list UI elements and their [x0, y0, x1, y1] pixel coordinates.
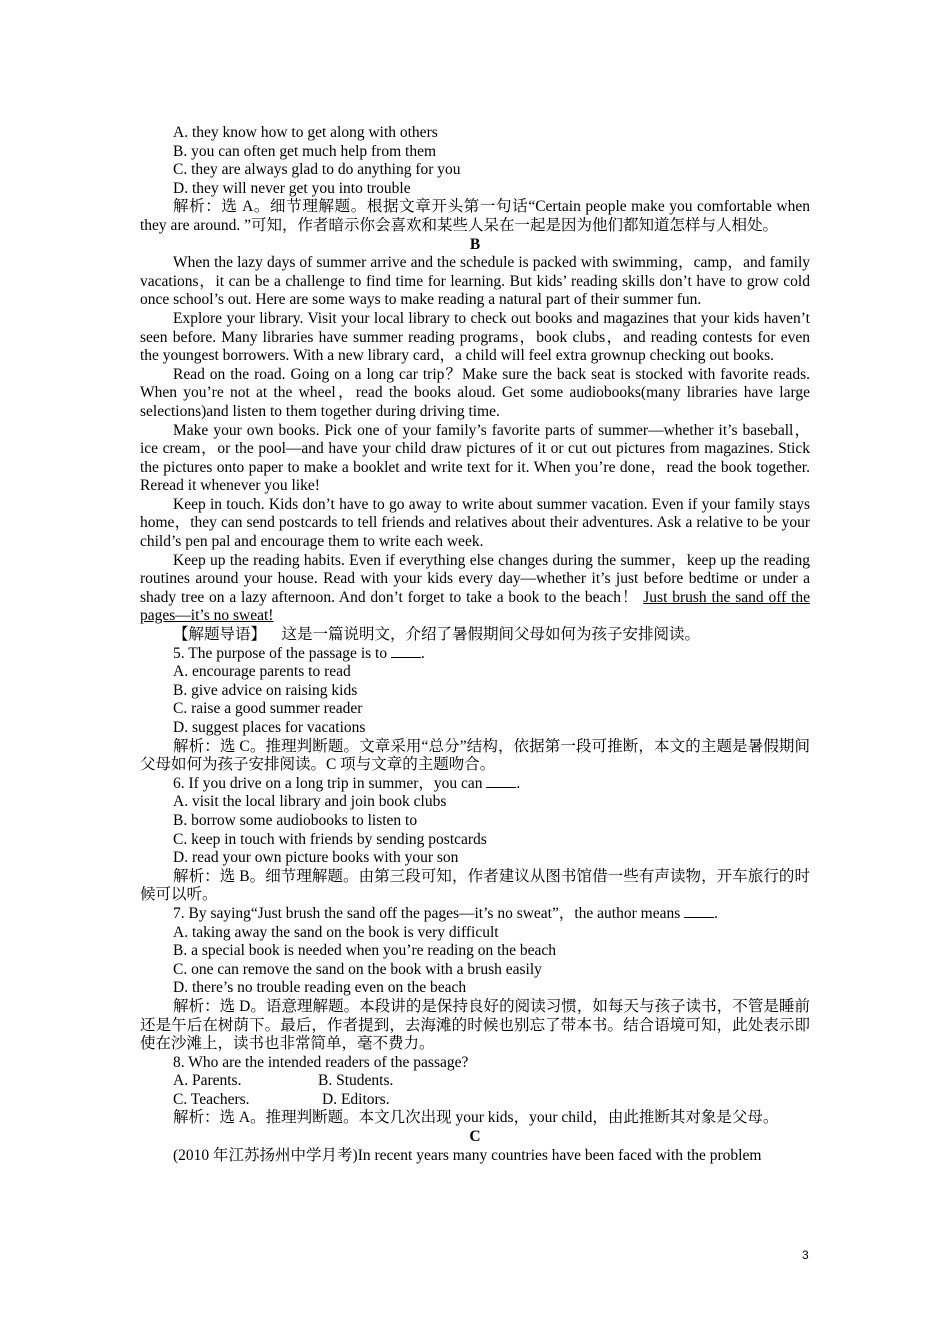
passage-b-paragraph-4: Make your own books. Pick one of your family’s favorite parts of summer—whether it’s baseball，ice cream，or the pool—and have your child draw pictures of it or cut out pictures from magazines. Stick the pictures onto paper to make a booklet and write text for it. When you’re done，read the book together. Reread it whenever you like! — [140, 421, 810, 495]
q8-stem: 8. Who are the intended readers of the passage? — [173, 1053, 469, 1071]
q6-analysis: 解析：选 B。细节理解题。由第三段可知，作者建议从图书馆借一些有声读物，开车旅行的时候可以听。 — [140, 867, 810, 904]
q6-option-c: C. keep in touch with friends by sending postcards — [173, 830, 487, 848]
passage-b-paragraph-2: Explore your library. Visit your local library to check out books and magazines that your kids haven’t seen before. Many libraries have summer reading programs，book clubs，and reading contests for even the youngest borrowers. With a new library card，a child will feel extra grownup checking out books. — [140, 309, 810, 365]
q4-option-a: A. they know how to get along with others — [173, 124, 438, 141]
q4-analysis: 解析：选 A。细节理解题。根据文章开头第一句话“Certain people make you comfortable when they are around. ”可知，作者暗示你会喜欢和某些人呆在一起是因为他们都知道怎样与人相处。 — [140, 198, 810, 234]
q8-options-row-1 — [140, 1072, 810, 1091]
section-c-heading: C — [469, 1128, 481, 1146]
q6-option-b: B. borrow some audiobooks to listen to — [173, 811, 418, 829]
underlined-sentence: Just brush the sand off the pages—it’s no sweat! — [140, 588, 810, 625]
passage-b-paragraph-5: Keep in touch. Kids don’t have to go away to write about summer vacation. Even if your family stays home，they can send postcards to tell friends and relatives about their adventures. Ask a relative to be your child’s pen pal and encourage them to write each week. — [140, 495, 810, 551]
q5-stem — [140, 645, 810, 664]
page-number: 3 — [802, 1248, 809, 1262]
section-c-first-line: (2010 年江苏扬州中学月考)In recent years many countries have been faced with the problem — [173, 1146, 762, 1164]
q6-stem — [140, 775, 810, 794]
q6-stem-text: 6. If you drive on a long trip in summer，you can — [173, 774, 483, 792]
q7-analysis: 解析：选 D。语意理解题。本段讲的是保持良好的阅读习惯，如每天与孩子读书，不管是睡前还是午后在树荫下。最后，作者提到，去海滩的时候也别忘了带本书。结合语境可知，此处表示即使在沙滩上，读书也非常简单，毫不费力。 — [140, 997, 810, 1053]
q7-answer-blank — [684, 905, 714, 918]
q8-option-c: C. Teachers. — [173, 1090, 250, 1108]
q7-stem-end: . — [714, 904, 718, 922]
q7-stem — [140, 905, 810, 924]
passage-b-paragraph-3: Read on the road. Going on a long car trip？Make sure the back seat is stocked with favorite reads. When you’re not at the wheel，read the books aloud. Get some audiobooks(many libraries have large selections)and listen to them together during driving time. — [140, 365, 810, 420]
q6-option-d: D. read your own picture books with your son — [173, 849, 459, 867]
passage-b-paragraph-6-text: Keep up the reading habits. Even if everything else changes during the summer，keep up the reading routines around your house. Read with your kids every day—whether it’s just before bedtime or under a shady tree on a lazy afternoon. And don’t forget to take a book to the beach！ — [140, 551, 810, 606]
q7-option-d: D. there’s no trouble reading even on the beach — [173, 979, 467, 997]
q7-option-b: B. a special book is needed when you’re reading on the beach — [173, 942, 557, 960]
q7-stem-text: 7. By saying“Just brush the sand off the pages—it’s no sweat”，the author means — [173, 904, 681, 922]
q8-option-a: A. Parents. — [173, 1072, 242, 1090]
section-b-heading: B — [469, 235, 481, 253]
q7-option-a: A. taking away the sand on the book is very difficult — [173, 923, 499, 941]
q6-stem-end: . — [516, 774, 521, 792]
q5-answer-blank — [391, 645, 421, 658]
q6-option-a: A. visit the local library and join book clubs — [173, 793, 447, 811]
q5-option-a: A. encourage parents to read — [173, 663, 351, 681]
q5-analysis: 解析：选 C。推理判断题。文章采用“总分”结构，依据第一段可推断，本文的主题是暑假期间父母如何为孩子安排阅读。C 项与文章的主题吻合。 — [140, 737, 810, 774]
q5-stem-end: . — [420, 644, 425, 662]
guide-text: 这是一篇说明文，介绍了暑假期间父母如何为孩子安排阅读。 — [281, 626, 701, 644]
q8-options-row-2 — [140, 1091, 810, 1110]
q8-option-b: B. Students. — [318, 1072, 394, 1090]
q5-option-c: C. raise a good summer reader — [173, 700, 363, 718]
q6-answer-blank — [486, 775, 516, 788]
q5-option-b: B. give advice on raising kids — [173, 681, 358, 699]
q5-stem-text: 5. The purpose of the passage is to — [173, 644, 388, 662]
q8-option-d: D. Editors. — [322, 1090, 390, 1108]
passage-b-paragraph-6 — [140, 552, 810, 626]
guide-label: 【解题导语】 — [173, 626, 267, 644]
q4-option-d: D. they will never get you into trouble — [173, 179, 411, 197]
passage-b-paragraph-1: When the lazy days of summer arrive and the schedule is packed with swimming，camp，and family vacations，it can be a challenge to find time for learning. But kids’ reading skills don’t have to grow cold once school’s out. Here are some ways to make reading a natural part of their summer fun. — [140, 254, 810, 309]
q8-analysis: 解析：选 A。推理判断题。本文几次出现 your kids，your child，由此推断其对象是父母。 — [173, 1109, 779, 1127]
page-content — [140, 124, 810, 1165]
q7-option-c: C. one can remove the sand on the book with a brush easily — [173, 960, 542, 978]
q5-option-d: D. suggest places for vacations — [173, 719, 366, 736]
q4-option-b: B. you can often get much help from them — [173, 142, 437, 160]
guide-line — [140, 626, 810, 645]
q4-option-c: C. they are always glad to do anything for you — [173, 161, 461, 179]
